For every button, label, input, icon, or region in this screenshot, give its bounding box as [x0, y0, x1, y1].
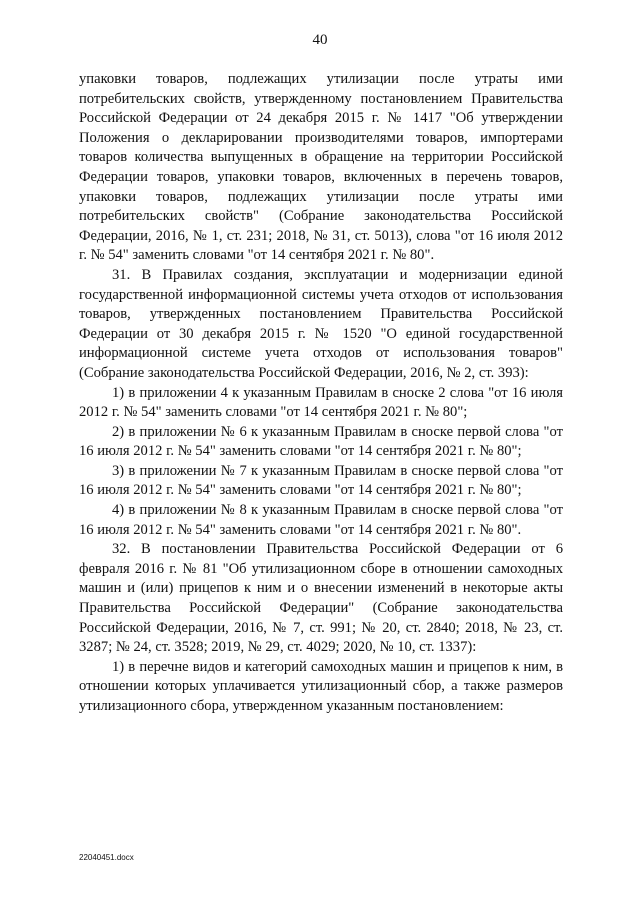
paragraph-subitem-32-1: 1) в перечне видов и категорий самоходных машин и прицепов к ним, в отношении которых уплачивается утилизационный сбор, а также размеров утилизационного сбора, утвержденном указанным постановлением:	[79, 658, 563, 714]
page-number: 40	[312, 32, 328, 48]
footer-file-code: 22040451.docx	[79, 853, 134, 862]
paragraph-subitem-31-1: 1) в приложении 4 к указанным Правилам в сноске 2 слова "от 16 июля 2012 г. № 54" заменить словами "от 14 сентября 2021 г. № 80";	[79, 384, 563, 421]
paragraph-item-32: 32. В постановлении Правительства Российской Федерации от 6 февраля 2016 г. № 81 "Об утилизационном сборе в отношении самоходных машин и (или) прицепов к ним и о внесении изменений в некоторые акты Правительства Российской Федерации" (Собрание законодательства Российской Федерации, 2016, № 7, ст. 991; № 20, ст. 2840; 2018, № 23, ст. 3287; № 24, ст. 3528; 2019, № 29, ст. 4029; 2020, № 10, ст. 1337):	[79, 541, 563, 656]
document-body	[79, 70, 563, 717]
paragraph-subitem-31-2: 2) в приложении № 6 к указанным Правилам в сноске первой слова "от 16 июля 2012 г. № 54" заменить словами "от 14 сентября 2021 г. № 80";	[79, 423, 563, 460]
paragraph-subitem-31-4: 4) в приложении № 8 к указанным Правилам в сноске первой слова "от 16 июля 2012 г. № 54" заменить словами "от 14 сентября 2021 г. № 80".	[79, 502, 563, 538]
paragraph-subitem-31-3: 3) в приложении № 7 к указанным Правилам в сноске первой слова "от 16 июля 2012 г. № 54" заменить словами "от 14 сентября 2021 г. № 80";	[79, 462, 563, 499]
paragraph-continuation: упаковки товаров, подлежащих утилизации после утраты ими потребительских свойств, утвержденному постановлением Правительства Российской Федерации от 24 декабря 2015 г. № 1417 "Об утверждении Положения о декларировании производителями товаров, импортерами товаров количества выпущенных в обращение на территории Российской Федерации товаров, упаковки товаров, включенных в перечень товаров, упаковки товаров, подлежащих утилизации после утраты ими потребительских свойств" (Собрание законодательства Российской Федерации, 2016, № 1, ст. 231; 2018, № 31, ст. 5013), слова "от 16 июля 2012 г. № 54" заменить словами "от 14 сентября 2021 г. № 80".	[79, 71, 563, 264]
paragraph-item-31: 31. В Правилах создания, эксплуатации и модернизации единой государственной информационной системы учета отходов от использования товаров, утвержденных постановлением Правительства Российской Федерации от 30 декабря 2015 г. № 1520 "О единой государственной информационной системе учета отходов от использования товаров" (Собрание законодательства Российской Федерации, 2016, № 2, ст. 393):	[79, 266, 563, 381]
